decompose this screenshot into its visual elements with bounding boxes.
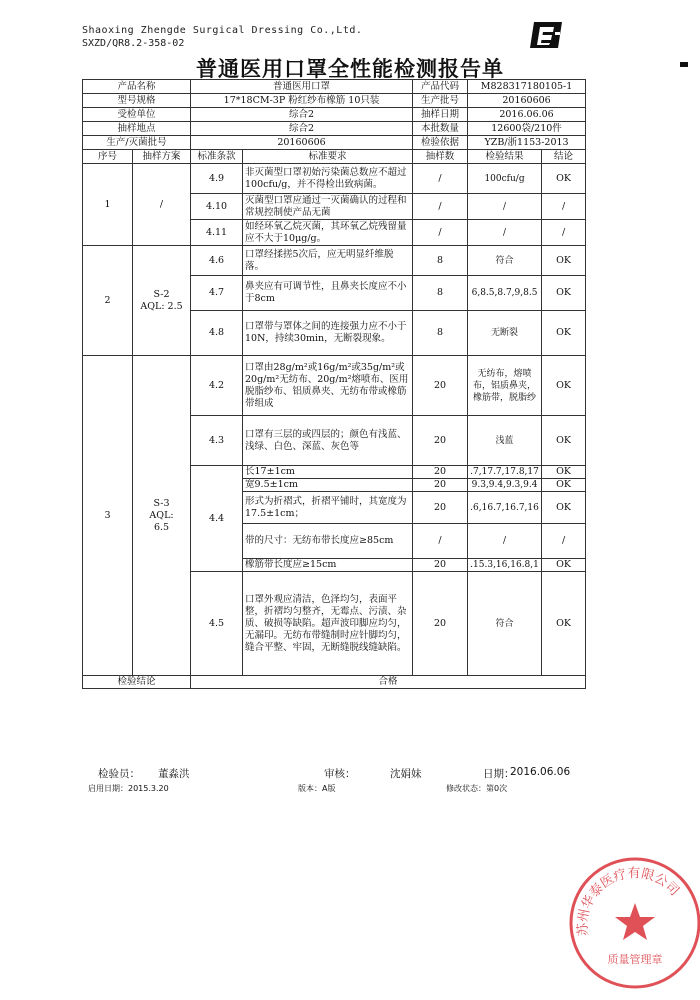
sample-count: / <box>413 220 468 246</box>
test-result: 符合 <box>468 246 542 276</box>
test-result: 符合 <box>468 572 542 676</box>
requirement-text: 口罩有三层的或四层的；颜色有浅蓝、浅绿、白色、深蓝、灰色等 <box>243 416 413 466</box>
requirement-text: 形式为折褶式，折褶平铺时，其宽度为17.5±1cm； <box>243 492 413 524</box>
sample-count: 20 <box>413 492 468 524</box>
column-header: 检验结果 <box>468 150 542 164</box>
column-header: 结论 <box>542 150 586 164</box>
conclusion-value: OK <box>542 466 586 479</box>
sample-count: 20 <box>413 479 468 492</box>
conclusion-row <box>83 676 586 689</box>
info-label: 抽样日期 <box>413 108 468 122</box>
info-row <box>83 80 586 94</box>
clause-number: 4.4 <box>191 466 243 572</box>
info-value: 2016.06.06 <box>468 108 586 122</box>
inspector-label: 检验员： <box>98 768 140 780</box>
requirement-text: 灭菌型口罩应通过一灭菌确认的过程和常规控制使产品无菌 <box>243 194 413 220</box>
test-result: / <box>468 524 542 559</box>
test-result: 无断裂 <box>468 311 542 356</box>
clause-number: 4.3 <box>191 416 243 466</box>
sample-count: 20 <box>413 356 468 416</box>
info-label: 检验依据 <box>413 136 468 150</box>
info-label: 生产批号 <box>413 94 468 108</box>
column-header: 序号 <box>83 150 133 164</box>
conclusion-result: 合格 <box>191 676 586 689</box>
info-label: 本批数量 <box>413 122 468 136</box>
info-value: 综合2 <box>191 122 413 136</box>
test-result: .15.3,16,16.8,1 <box>468 559 542 572</box>
test-result: 无纺布，熔喷布，铝质鼻夹，橡筋带，脱脂纱 <box>468 356 542 416</box>
report-title: 普通医用口罩全性能检测报告单 <box>196 57 504 81</box>
conclusion-value: OK <box>542 572 586 676</box>
clause-number: 4.7 <box>191 276 243 311</box>
report-date: 2016.06.06 <box>510 766 571 778</box>
sample-count: 20 <box>413 572 468 676</box>
conclusion-value: OK <box>542 479 586 492</box>
info-label: 受检单位 <box>83 108 191 122</box>
table-row <box>83 246 586 276</box>
sample-count: 8 <box>413 276 468 311</box>
info-label: 生产/灭菌批号 <box>83 136 191 150</box>
test-result: .7,17.7,17.8,17 <box>468 466 542 479</box>
sample-count: / <box>413 524 468 559</box>
group-number: 2 <box>83 246 133 356</box>
info-label: 产品代码 <box>413 80 468 94</box>
clause-number: 4.9 <box>191 164 243 194</box>
info-value: 20160606 <box>191 136 413 150</box>
info-value: 综合2 <box>191 108 413 122</box>
conclusion-value: / <box>542 220 586 246</box>
info-row <box>83 94 586 108</box>
requirement-text: 口罩经揉搓5次后，应无明显纤维脱落。 <box>243 246 413 276</box>
date-label: 日期： <box>483 768 515 780</box>
requirement-text: 口罩带与罩体之间的连接强力应不小于10N，持续30min，无断裂现象。 <box>243 311 413 356</box>
requirement-text: 长17±1cm <box>243 466 413 479</box>
column-header: 抽样数 <box>413 150 468 164</box>
company-seal-stamp <box>567 855 700 991</box>
test-result: 6,8.5,8.7,9,8.5 <box>468 276 542 311</box>
info-value: 17*18CM-3P 粉红纱布橡筋 10只装 <box>191 94 413 108</box>
table-header-row <box>83 150 586 164</box>
requirement-text: 口罩外观应清洁，色泽均匀，表面平整，折褶均匀整齐，无霉点、污渍、杂质、破损等缺陷。超声波印脚应均匀，无漏印。无纺布带缝制时应针脚均匀，缝合平整、牢固，无断缝脱线缝缺陷。 <box>243 572 413 676</box>
column-header: 标准要求 <box>243 150 413 164</box>
info-value: YZB/浙1153-2013 <box>468 136 586 150</box>
sampling-plan: / <box>133 164 191 246</box>
info-label: 抽样地点 <box>83 122 191 136</box>
table-row <box>83 356 586 416</box>
test-result: / <box>468 194 542 220</box>
column-header: 标准条款 <box>191 150 243 164</box>
requirement-text: 橡筋带长度应≥15cm <box>243 559 413 572</box>
clause-number: 4.11 <box>191 220 243 246</box>
info-row <box>83 122 586 136</box>
requirement-text: 鼻夹应有可调节性，且鼻夹长度应不小于8cm <box>243 276 413 311</box>
group-number: 1 <box>83 164 133 246</box>
test-result: 100cfu/g <box>468 164 542 194</box>
sample-count: 20 <box>413 559 468 572</box>
requirement-text: 非灭菌型口罩初始污染菌总数应不超过100cfu/g，并不得检出致病菌。 <box>243 164 413 194</box>
test-result: 9.3,9.4,9.3,9.4 <box>468 479 542 492</box>
conclusion-value: OK <box>542 356 586 416</box>
version: 版本：A版 <box>298 784 336 793</box>
info-row <box>83 108 586 122</box>
clause-number: 4.5 <box>191 572 243 676</box>
clause-number: 4.6 <box>191 246 243 276</box>
requirement-text: 带的尺寸：无纺布带长度应≥85cm <box>243 524 413 559</box>
test-result: / <box>468 220 542 246</box>
info-label: 产品名称 <box>83 80 191 94</box>
svg-text:质量管理章: 质量管理章 <box>607 953 663 966</box>
column-header: 抽样方案 <box>133 150 191 164</box>
test-result: 浅蓝 <box>468 416 542 466</box>
conclusion-value: OK <box>542 164 586 194</box>
sampling-plan: S-3 AQL: 6.5 <box>133 356 191 676</box>
sample-count: 20 <box>413 466 468 479</box>
info-row <box>83 136 586 150</box>
table-row <box>83 164 586 194</box>
clause-number: 4.10 <box>191 194 243 220</box>
form-code: SXZD/QR8.2-358-02 <box>82 38 185 49</box>
company-logo-icon <box>528 20 564 50</box>
conclusion-value: / <box>542 194 586 220</box>
clause-number: 4.8 <box>191 311 243 356</box>
revision-status: 修改状态：第0次 <box>446 784 508 793</box>
test-result: .6,16.7,16.7,16 <box>468 492 542 524</box>
group-number: 3 <box>83 356 133 676</box>
conclusion-value: OK <box>542 559 586 572</box>
company-name: Shaoxing Zhengde Surgical Dressing Co.,Ltd. <box>82 25 363 36</box>
report-table <box>82 79 586 689</box>
conclusion-value: OK <box>542 276 586 311</box>
info-value: 20160606 <box>468 94 586 108</box>
conclusion-value: OK <box>542 311 586 356</box>
sample-count: 20 <box>413 416 468 466</box>
info-label: 型号规格 <box>83 94 191 108</box>
sample-count: / <box>413 164 468 194</box>
requirement-text: 口罩由28g/m²或16g/m²或35g/m²或20g/m²无纺布、20g/m²熔喷布、医用脱脂纱布、铝质鼻夹、无纺布带或橡筋带组成 <box>243 356 413 416</box>
sample-count: / <box>413 194 468 220</box>
conclusion-value: OK <box>542 416 586 466</box>
sampling-plan: S-2 AQL: 2.5 <box>133 246 191 356</box>
info-value: 普通医用口罩 <box>191 80 413 94</box>
conclusion-value: / <box>542 524 586 559</box>
conclusion-value: OK <box>542 246 586 276</box>
clause-number: 4.2 <box>191 356 243 416</box>
sample-count: 8 <box>413 311 468 356</box>
inspector-name: 董淼洪 <box>158 768 190 780</box>
info-value: 12600袋/210件 <box>468 122 586 136</box>
enable-date: 启用日期：2015.3.20 <box>88 784 169 793</box>
requirement-text: 如经环氧乙烷灭菌，其环氧乙烷残留量应不大于10μg/g。 <box>243 220 413 246</box>
reviewer-label: 审核： <box>324 768 356 780</box>
conclusion-value: OK <box>542 492 586 524</box>
sample-count: 8 <box>413 246 468 276</box>
info-value: M828317180105-1 <box>468 80 586 94</box>
svg-text:苏州华泰医疗有限公司: 苏州华泰医疗有限公司 <box>575 866 682 937</box>
conclusion-label: 检验结论 <box>83 676 191 689</box>
reviewer-name: 沈娟妹 <box>390 768 422 780</box>
requirement-text: 宽9.5±1cm <box>243 479 413 492</box>
